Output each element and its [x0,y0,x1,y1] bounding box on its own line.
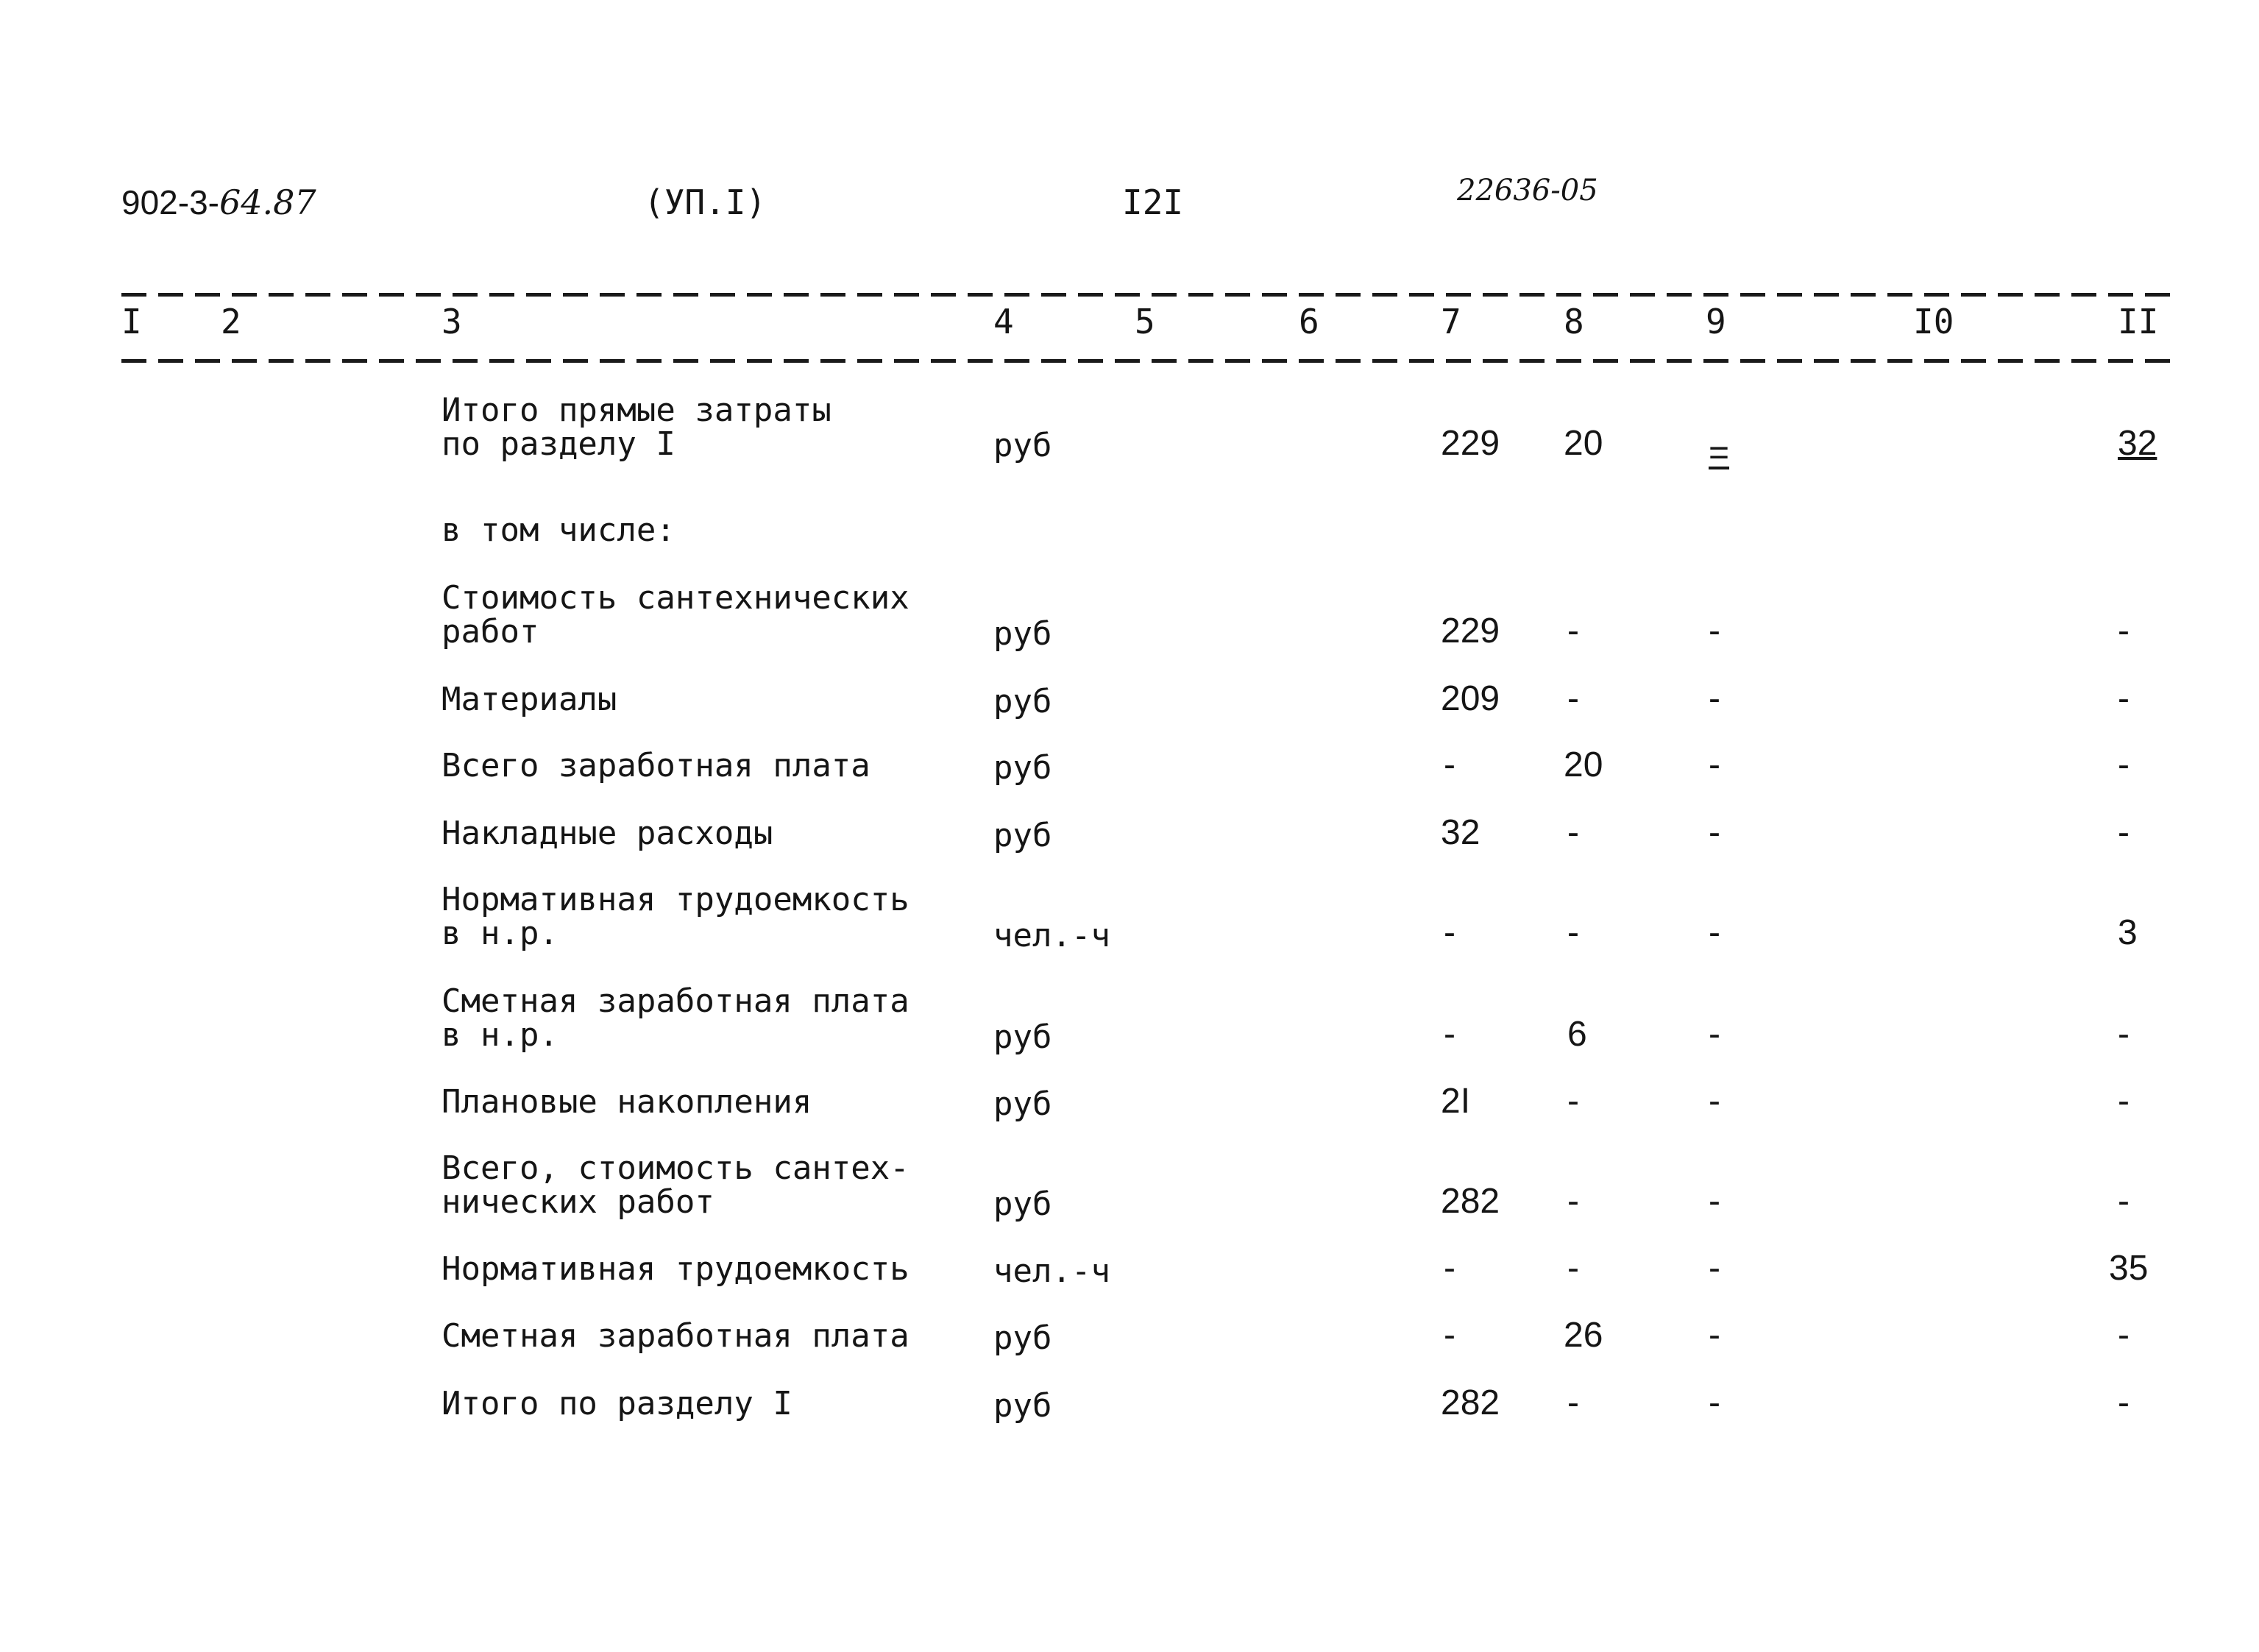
row-col11-value: - [2118,745,2129,784]
row-col8-value: - [1567,1249,1579,1288]
row-col8-value: 20 [1564,424,1603,463]
column-header-6: 6 [1299,302,1319,341]
row-col8-value: 20 [1564,745,1603,784]
row-col7-value: 229 [1441,611,1500,650]
column-header-7: 7 [1441,302,1461,341]
row-unit: руб [993,427,1052,464]
row-col7-value: 229 [1441,424,1500,463]
row-description: в том числе: [441,511,675,549]
row-description: Итого по разделу I [441,1385,792,1422]
archive-stamp-number: 22636-05 [1457,174,1598,208]
row-description: Накладные расходы [441,815,773,852]
page-number: I2I [1122,182,1184,222]
row-col7-value: 2I [1441,1082,1471,1121]
row-col8-value: - [1567,611,1579,650]
row-col7-value: - [1444,1316,1455,1355]
row-col8-value: - [1567,679,1579,718]
row-unit: руб [993,1018,1052,1056]
row-col8-value: 6 [1567,1015,1587,1054]
column-header-5: 5 [1135,302,1155,341]
row-description: Нормативная трудоемкость [441,1250,909,1288]
document-code-prefix: 902-3- [121,183,219,221]
row-description: Материалы [441,681,617,718]
row-col11-value: 35 [2109,1249,2149,1288]
column-header-4: 4 [993,302,1014,341]
row-description: Нормативная трудоемкость в н.р. [441,881,909,952]
row-col9-value: - [1709,1316,1720,1355]
document-code [121,182,316,222]
row-col8-value: - [1567,1082,1579,1121]
row-unit: руб [993,683,1052,720]
row-description: Всего заработная плата [441,747,870,784]
row-col9-value: - [1709,1082,1720,1121]
row-col11-value: - [2118,1316,2129,1355]
row-description: Плановые накопления [441,1083,812,1121]
row-col9-value: - [1709,679,1720,718]
row-description: Сметная заработная плата [441,1317,909,1355]
row-col7-value: 209 [1441,679,1500,718]
row-col11-value: - [2118,1015,2129,1054]
row-col11-value: 32 [2118,424,2157,463]
row-col11-value: - [2118,1182,2129,1221]
row-col11-value: - [2118,1082,2129,1121]
column-header-10: I0 [1913,302,1954,341]
column-header-2: 2 [221,302,241,341]
row-col9-value: - [1709,1015,1720,1054]
row-col9-value: - [1709,813,1720,852]
row-unit: чел.-ч [993,1252,1110,1290]
column-header-3: 3 [441,302,462,341]
row-col11-value: - [2118,611,2129,650]
row-col8-value: - [1567,1383,1579,1422]
row-col7-value: 282 [1441,1383,1500,1422]
row-unit: руб [993,1085,1052,1123]
row-unit: руб [993,817,1052,854]
row-col7-value: - [1444,1015,1455,1054]
row-description: Итого прямые затраты по разделу I [441,391,831,463]
column-header-1: I [121,302,142,341]
row-col7-value: 282 [1441,1182,1500,1221]
row-col9-value: = [1709,433,1730,472]
row-col8-value: - [1567,813,1579,852]
row-col7-value: - [1444,913,1455,952]
row-col7-value: 32 [1441,813,1480,852]
row-unit: руб [993,1319,1052,1357]
row-col9-value: - [1709,1249,1720,1288]
column-header-9: 9 [1706,302,1726,341]
row-col9-value: - [1709,1383,1720,1422]
row-col8-value: 26 [1564,1316,1603,1355]
header-rule-top [121,293,2182,297]
row-col9-value: - [1709,913,1720,952]
row-col7-value: - [1444,1249,1455,1288]
row-unit: руб [993,615,1052,653]
row-unit: чел.-ч [993,917,1110,954]
section-label: (УП.I) [644,182,767,222]
row-col9-value: - [1709,1182,1720,1221]
row-description: Всего, стоимость сантех- нических работ [441,1149,909,1221]
row-description: Сметная заработная плата в н.р. [441,982,909,1054]
column-header-11: II [2118,302,2159,341]
row-col8-value: - [1567,913,1579,952]
row-col11-value: - [2118,813,2129,852]
row-col11-value: 3 [2118,913,2138,952]
row-col11-value: - [2118,679,2129,718]
row-col7-value: - [1444,745,1455,784]
row-description: Стоимость сантехнических работ [441,579,909,650]
column-header-8: 8 [1564,302,1584,341]
row-unit: руб [993,749,1052,787]
row-col9-value: - [1709,611,1720,650]
row-col11-value: - [2118,1383,2129,1422]
row-col9-value: - [1709,745,1720,784]
header-rule-bottom [121,359,2182,363]
row-unit: руб [993,1185,1052,1223]
row-unit: руб [993,1387,1052,1425]
row-col8-value: - [1567,1182,1579,1221]
document-code-handwritten: 64.87 [219,182,316,222]
